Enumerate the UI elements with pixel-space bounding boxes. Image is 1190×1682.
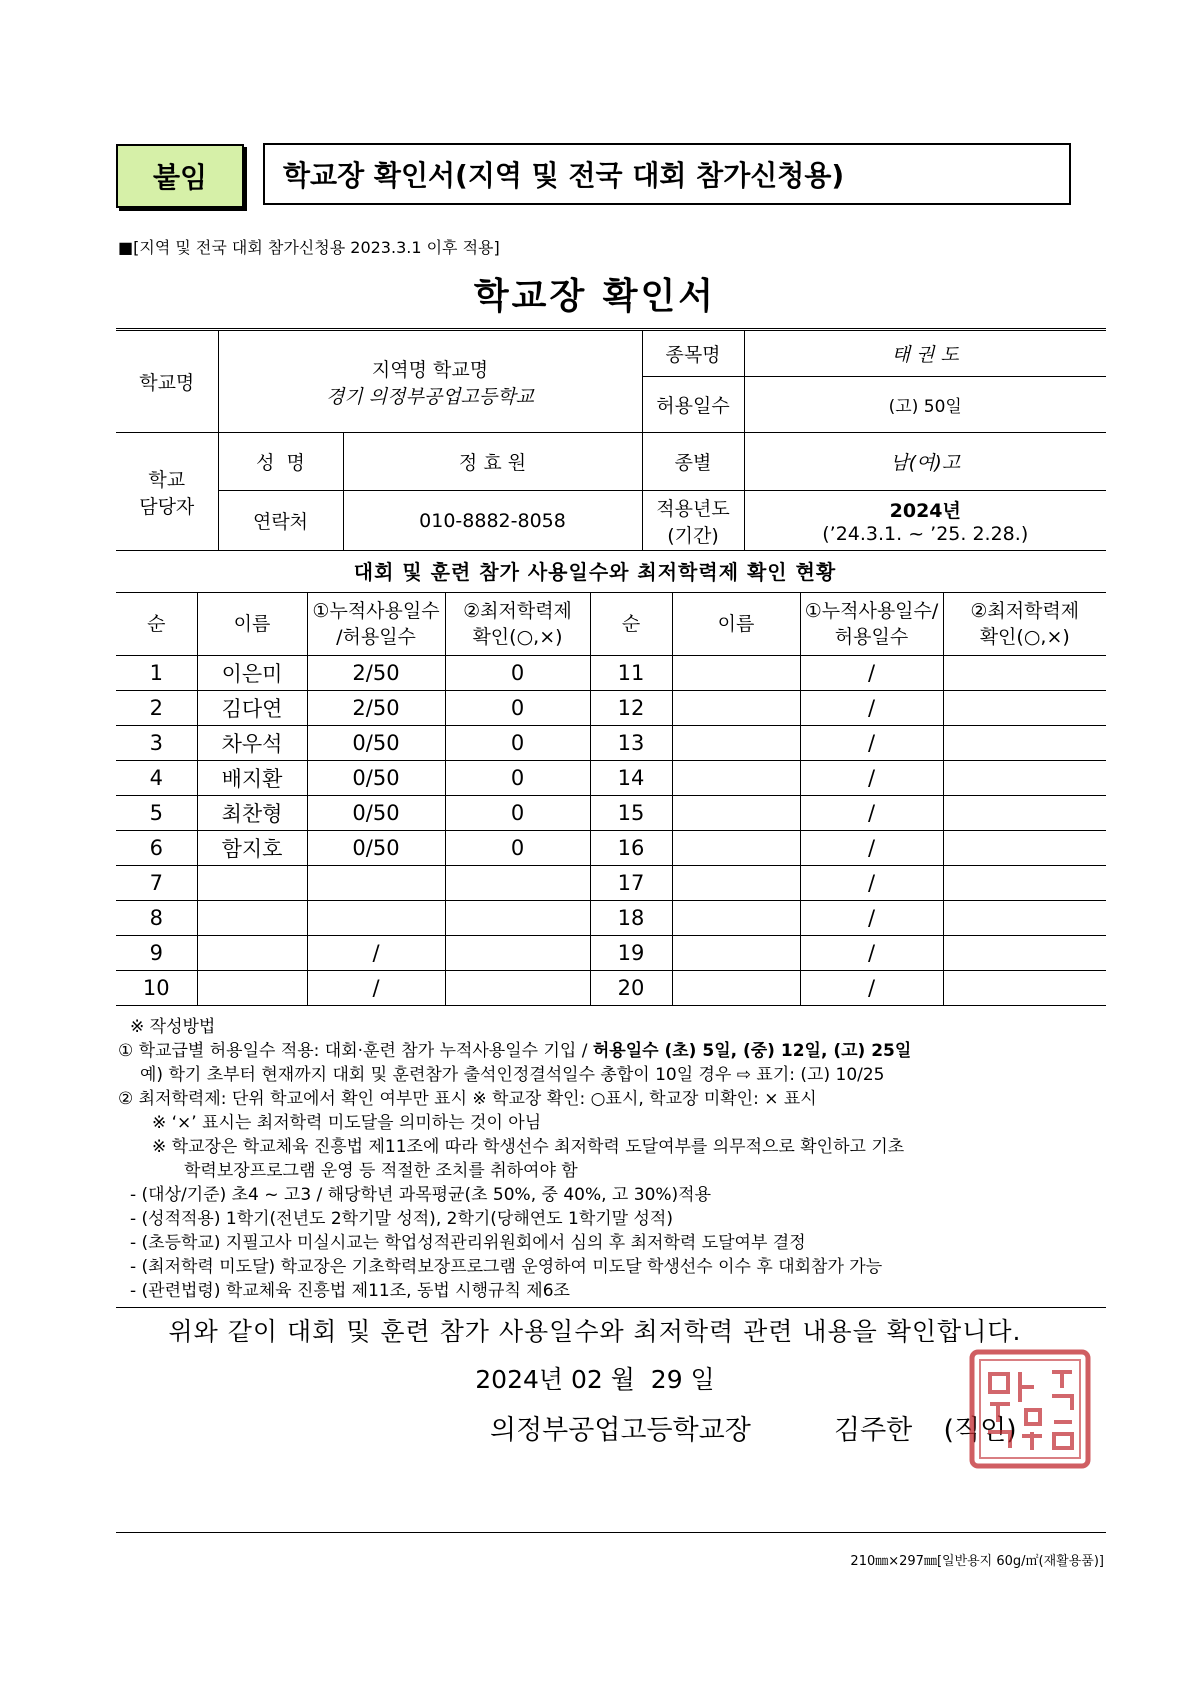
table-row xyxy=(116,656,1106,691)
row-no-right: 19 xyxy=(590,936,672,971)
header-days-line2: /허용일수 xyxy=(336,626,416,648)
note-1-text: ① 학교급별 허용일수 적용: 대회·훈련 참가 누적사용일수 기입 / xyxy=(118,1041,593,1061)
row-no: 5 xyxy=(116,796,197,831)
principal-signature-line xyxy=(490,1408,1017,1447)
header-no: 순 xyxy=(116,593,197,656)
row-no-right: 18 xyxy=(590,901,672,936)
header-name: 이름 xyxy=(197,593,307,656)
row-name-right xyxy=(672,831,800,866)
row-no: 4 xyxy=(116,761,197,796)
writing-guide xyxy=(118,1015,1108,1303)
row-check xyxy=(445,866,590,901)
row-days: / xyxy=(307,971,445,1006)
principal-name: 김주한 xyxy=(834,1415,913,1446)
paper-spec: 210㎜×297㎜[일반용지 60g/㎡(재활용품)] xyxy=(850,1554,1104,1569)
divider xyxy=(116,328,1106,329)
row-no: 2 xyxy=(116,691,197,726)
row-check xyxy=(445,901,590,936)
row-check-right xyxy=(943,901,1106,936)
header-check-right-line2: 확인(○,×) xyxy=(979,626,1070,648)
table-row xyxy=(116,901,1106,936)
row-check-right xyxy=(943,831,1106,866)
roster-title: 대회 및 훈련 참가 사용일수와 최저학력제 확인 현황 xyxy=(353,560,837,584)
header-check-line2: 확인(○,×) xyxy=(472,626,563,648)
row-check: 0 xyxy=(445,691,590,726)
row-check-right xyxy=(943,656,1106,691)
allowed-days-value: (고) 50일 xyxy=(744,377,1106,433)
row-days-right: / xyxy=(800,761,943,796)
row-check-right xyxy=(943,726,1106,761)
row-name xyxy=(197,901,307,936)
row-days xyxy=(307,901,445,936)
official-seal-icon xyxy=(968,1348,1092,1470)
note-1-bold: 허용일수 (초) 5일, (중) 12일, (고) 25일 xyxy=(592,1041,912,1061)
header-name-right: 이름 xyxy=(672,593,800,656)
row-check-right xyxy=(943,691,1106,726)
manager-label-line2: 담당자 xyxy=(139,495,195,518)
header-days-right xyxy=(800,593,943,656)
note-4: ※ 학교장은 학교체육 진흥법 제11조에 따라 학생선수 최저학력 도달여부를 의무적으로 확인하고 기초 xyxy=(152,1137,905,1157)
bullet-law: - (관련법령) 학교체육 진흥법 제11조, 동법 시행규칙 제6조 xyxy=(130,1281,570,1301)
confirm-date: 2024년 02 월 29 일 xyxy=(475,1365,715,1394)
row-no: 8 xyxy=(116,901,197,936)
name-label: 성 명 xyxy=(218,433,343,491)
row-days-right: / xyxy=(800,901,943,936)
row-days: 2/50 xyxy=(307,656,445,691)
row-name-right xyxy=(672,971,800,1006)
note-1 xyxy=(118,1039,1108,1063)
row-check: 0 xyxy=(445,656,590,691)
row-days xyxy=(307,866,445,901)
row-check: 0 xyxy=(445,726,590,761)
row-days: 0/50 xyxy=(307,831,445,866)
row-days-right: / xyxy=(800,691,943,726)
allowed-days-label: 허용일수 xyxy=(642,377,744,433)
note-3: ※ ‘×’ 표시는 최저학력 미도달을 의미하는 것이 아님 xyxy=(152,1113,542,1133)
row-no-right: 20 xyxy=(590,971,672,1006)
table-row xyxy=(116,831,1106,866)
school-name-cell xyxy=(218,331,642,433)
notes-heading: ※ 작성방법 xyxy=(130,1017,216,1037)
bullet-elementary: - (초등학교) 지필고사 미실시교는 학업성적관리위원회에서 심의 후 최저학력 도달여부 결정 xyxy=(130,1233,806,1253)
header-days-right-line1: ①누적사용일수/ xyxy=(804,600,939,622)
row-days: 2/50 xyxy=(307,691,445,726)
row-no-right: 14 xyxy=(590,761,672,796)
attachment-tag: 붙임 xyxy=(116,144,244,208)
divider xyxy=(116,1307,1106,1308)
row-no: 6 xyxy=(116,831,197,866)
row-check xyxy=(445,971,590,1006)
row-name: 함지호 xyxy=(197,831,307,866)
roster-header-row xyxy=(116,593,1106,656)
gender-value: 남(여)고 xyxy=(744,433,1106,491)
row-check-right xyxy=(943,761,1106,796)
row-check-right xyxy=(943,866,1106,901)
bullet-below-min: - (최저학력 미도달) 학교장은 기초학력보장프로그램 운영하여 미도달 학생선수 이수 후 대회참가 가능 xyxy=(130,1257,883,1277)
manager-name: 정 효 원 xyxy=(343,433,642,491)
row-no: 10 xyxy=(116,971,197,1006)
school-info-table xyxy=(116,330,1106,551)
row-name-right xyxy=(672,866,800,901)
row-days: 0/50 xyxy=(307,761,445,796)
row-check: 0 xyxy=(445,761,590,796)
bullet-target: - (대상/기준) 초4 ~ 고3 / 해당학년 과목평균(초 50%, 중 40%, 고 30%)적용 xyxy=(130,1185,712,1205)
period-value: (’24.3.1. ~ ’25. 2.28.) xyxy=(822,523,1029,545)
school-name-line1: 지역명 학교명 xyxy=(371,358,489,381)
row-days-right: / xyxy=(800,656,943,691)
row-check: 0 xyxy=(445,796,590,831)
row-no-right: 15 xyxy=(590,796,672,831)
row-no: 1 xyxy=(116,656,197,691)
row-no-right: 17 xyxy=(590,866,672,901)
note-4-cont: 학력보장프로그램 운영 등 적절한 조치를 취하여야 함 xyxy=(184,1161,578,1181)
header-check-line1: ②최저학력제 xyxy=(463,600,572,622)
contact-value: 010-8882-8058 xyxy=(343,491,642,551)
table-row xyxy=(116,761,1106,796)
row-check-right xyxy=(943,796,1106,831)
row-no-right: 16 xyxy=(590,831,672,866)
row-days: / xyxy=(307,936,445,971)
row-name xyxy=(197,866,307,901)
note-1-example: 예) 학기 초부터 현재까지 대회 및 훈련참가 출석인정결석일수 총합이 10일 경우 ⇨ 표기: (고) 10/25 xyxy=(140,1065,885,1085)
year-value: 2024년 xyxy=(889,500,961,522)
event-label: 종목명 xyxy=(642,331,744,377)
row-days-right: / xyxy=(800,831,943,866)
row-days-right: / xyxy=(800,796,943,831)
row-days-right: / xyxy=(800,866,943,901)
row-no: 9 xyxy=(116,936,197,971)
main-title: 학교장 확인서 xyxy=(473,276,717,317)
row-days-right: / xyxy=(800,971,943,1006)
gender-label: 종별 xyxy=(642,433,744,491)
table-row xyxy=(116,936,1106,971)
table-row xyxy=(116,726,1106,761)
row-no: 3 xyxy=(116,726,197,761)
row-name: 차우석 xyxy=(197,726,307,761)
row-no-right: 12 xyxy=(590,691,672,726)
divider xyxy=(116,1532,1106,1533)
table-row xyxy=(116,796,1106,831)
row-name-right xyxy=(672,936,800,971)
header-no-right: 순 xyxy=(590,593,672,656)
row-name xyxy=(197,936,307,971)
row-days-right: / xyxy=(800,726,943,761)
confirmation-statement: 위와 같이 대회 및 훈련 참가 사용일수와 최저학력 관련 내용을 확인합니다. xyxy=(168,1317,1022,1346)
note-2: ② 최저학력제: 단위 학교에서 확인 여부만 표시 ※ 학교장 확인: ○표시, 학교장 미확인: × 표시 xyxy=(118,1089,817,1109)
school-name-line2: 경기 의정부공업고등학교 xyxy=(326,385,534,408)
document-title-box: 학교장 확인서(지역 및 전국 대회 참가신청용) xyxy=(263,143,1071,205)
row-name: 최찬형 xyxy=(197,796,307,831)
row-name: 이은미 xyxy=(197,656,307,691)
year-label xyxy=(642,491,744,551)
row-name-right xyxy=(672,901,800,936)
row-days: 0/50 xyxy=(307,726,445,761)
row-days-right: / xyxy=(800,936,943,971)
row-days: 0/50 xyxy=(307,796,445,831)
table-row xyxy=(116,971,1106,1006)
row-check-right xyxy=(943,936,1106,971)
principal-title: 의정부공업고등학교장 xyxy=(490,1415,751,1446)
row-name-right xyxy=(672,691,800,726)
row-no-right: 13 xyxy=(590,726,672,761)
header-days-line1: ①누적사용일수 xyxy=(312,600,440,622)
table-row xyxy=(116,691,1106,726)
header-check xyxy=(445,593,590,656)
event-value: 태 권 도 xyxy=(744,331,1106,377)
school-label: 학교명 xyxy=(116,331,218,433)
contact-label: 연락처 xyxy=(218,491,343,551)
header-check-right xyxy=(943,593,1106,656)
row-name: 김다연 xyxy=(197,691,307,726)
row-name-right xyxy=(672,656,800,691)
row-no-right: 11 xyxy=(590,656,672,691)
row-name-right xyxy=(672,726,800,761)
apply-note: ■[지역 및 전국 대회 참가신청용 2023.3.1 이후 적용] xyxy=(118,238,500,257)
row-check: 0 xyxy=(445,831,590,866)
year-value-cell xyxy=(744,491,1106,551)
row-name: 배지환 xyxy=(197,761,307,796)
manager-label xyxy=(116,433,218,551)
manager-label-line1: 학교 xyxy=(148,468,186,491)
bullet-grades: - (성적적용) 1학기(전년도 2학기말 성적), 2학기(당해연도 1학기말 성적) xyxy=(130,1209,673,1229)
row-check-right xyxy=(943,971,1106,1006)
year-label-line2: (기간) xyxy=(667,524,719,547)
table-row xyxy=(116,866,1106,901)
row-no: 7 xyxy=(116,866,197,901)
header-check-right-line1: ②최저학력제 xyxy=(970,600,1080,622)
row-name-right xyxy=(672,796,800,831)
year-label-line1: 적용년도 xyxy=(656,497,730,520)
seal-mark-text: (직인) xyxy=(943,1415,1017,1446)
roster-table xyxy=(116,592,1106,1006)
header-days-right-line2: 허용일수 xyxy=(834,626,909,648)
row-check xyxy=(445,936,590,971)
row-name xyxy=(197,971,307,1006)
header-days xyxy=(307,593,445,656)
row-name-right xyxy=(672,761,800,796)
